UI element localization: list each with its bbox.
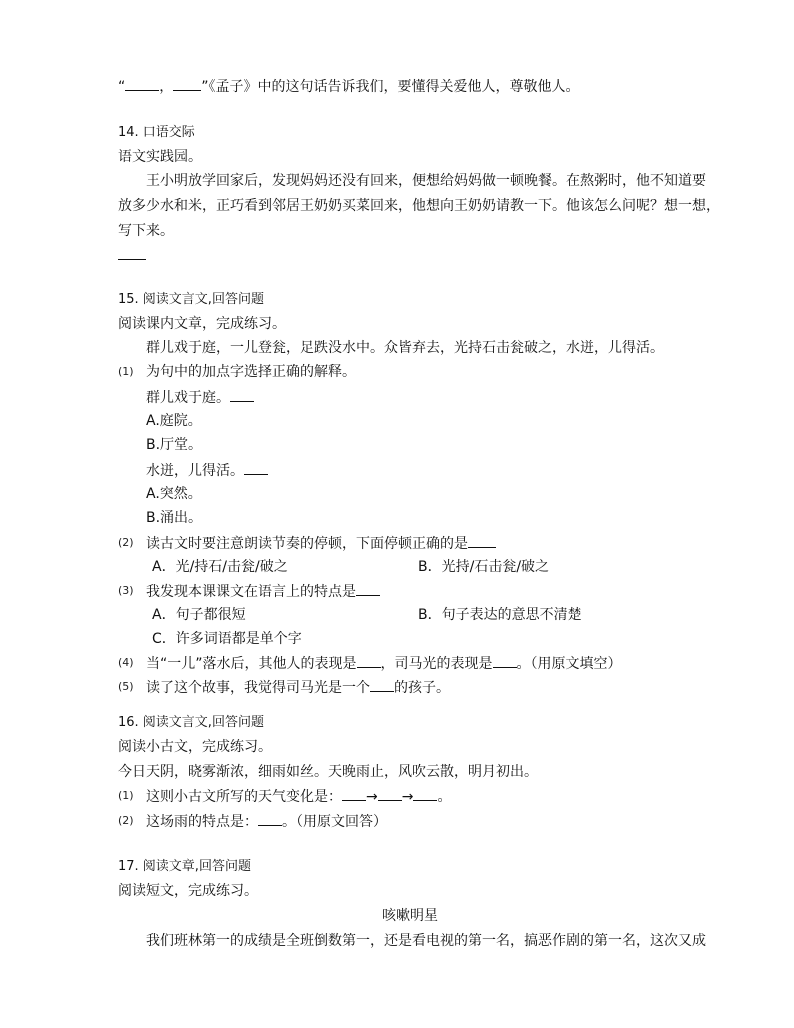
answer-blank[interactable] [173,76,201,91]
option-a[interactable]: A．句子都很短 [152,607,246,623]
answer-blank[interactable] [356,581,380,596]
answer-blank[interactable] [230,387,254,402]
answer-blank[interactable] [378,786,402,801]
question-14-header: 14. 口语交际 [118,125,195,140]
option-b[interactable]: B.厅堂。 [146,437,203,453]
subquestion-text: 这场雨的特点是： 。（用原文回答） [146,811,387,832]
option-a[interactable]: A．光/持石/击瓮/破之 [152,559,288,575]
question-14-subtitle: 语文实践园。 [118,149,202,165]
answer-blank[interactable] [118,258,146,260]
question-17-header: 17. 阅读文章,回答问题 [118,859,251,874]
subquestion-text: 为句中的加点字选择正确的解释。 [146,364,356,380]
arrow-icon: → [366,789,378,805]
subquestion-number: (1) [118,365,134,378]
subquestion-text: 我发现本课课文在语言上的特点是 [146,581,380,602]
answer-blank[interactable] [125,76,159,91]
option-b[interactable]: B．光持/石击瓮/破之 [418,559,550,575]
subquestion-number: (2) [118,536,134,549]
answer-blank[interactable] [413,786,437,801]
question-15-passage: 群儿戏于庭，一儿登瓮，足跌没水中。众皆弃去，光持石击瓮破之，水迸，儿得活。 [146,340,664,356]
q13-quote-line: “ ， ”《孟子》中的这句话告诉我们，要懂得关爱他人，尊敬他人。 [118,76,580,97]
answer-blank[interactable] [244,460,268,475]
subquestion-text: 当“一儿”落水后，其他人的表现是 ，司马光的表现是 。（用原文填空） [146,653,622,674]
option-b[interactable]: B．句子表达的意思不清楚 [418,607,582,623]
question-16-passage: 今日天阴，晓雾渐浓，细雨如丝。天晚雨止，风吹云散，明月初出。 [118,764,538,780]
article-title: 咳嗽明星 [382,908,438,924]
question-15-header: 15. 阅读文言文,回答问题 [118,292,264,307]
option-a[interactable]: A.突然。 [146,486,202,502]
arrow-icon: → [401,789,414,805]
subquestion-prompt: 群儿戏于庭。 [146,387,254,408]
subquestion-number: (5) [118,680,134,693]
subquestion-text: 读古文时要注意朗读节奏的停顿，下面停顿正确的是 [146,533,496,554]
subquestion-number: (4) [118,656,134,669]
question-16-subtitle: 阅读小古文，完成练习。 [118,739,272,755]
option-a[interactable]: A.庭院。 [146,413,202,429]
question-16-header: 16. 阅读文言文,回答问题 [118,715,264,730]
answer-blank[interactable] [468,533,496,548]
question-17-subtitle: 阅读短文，完成练习。 [118,883,258,899]
question-15-subtitle: 阅读课内文章，完成练习。 [118,316,286,332]
answer-blank[interactable] [370,677,394,692]
question-14-paragraph-line: 王小明放学回家后，发现妈妈还没有回来，便想给妈妈做一顿晚餐。在熬粥时，他不知道要 [146,173,706,189]
subquestion-number: (2) [118,814,134,827]
option-c[interactable]: C．许多词语都是单个字 [152,631,302,647]
question-14-paragraph-line: 放多少水和米，正巧看到邻居王奶奶买菜回来，他想向王奶奶请教一下。他该怎么问呢？想一想， [118,198,720,214]
answer-blank[interactable] [342,786,366,801]
subquestion-text: 这则小古文所写的天气变化是： → → 。 [146,786,451,807]
answer-blank[interactable] [493,653,517,668]
subquestion-prompt: 水迸，儿得活。 [146,460,268,481]
subquestion-text: 读了这个故事，我觉得司马光是一个 的孩子。 [146,677,450,698]
subquestion-number: (1) [118,789,134,802]
subquestion-number: (3) [118,584,134,597]
question-14-paragraph-line: 写下来。 [118,223,174,239]
answer-blank[interactable] [357,653,381,668]
option-b[interactable]: B.涌出。 [146,510,203,526]
article-paragraph-line: 我们班林第一的成绩是全班倒数第一，还是看电视的第一名，搞恶作剧的第一名，这次又成 [146,933,706,949]
answer-blank[interactable] [258,811,282,826]
